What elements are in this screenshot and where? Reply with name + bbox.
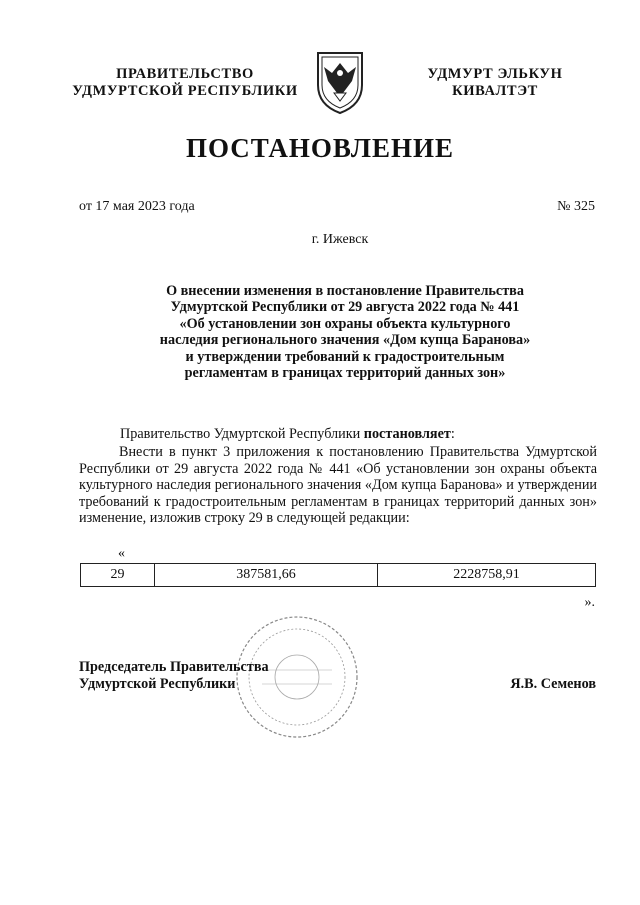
body-paragraph: Внести в пункт 3 приложения к постановлению Правительства Удмуртской Республики от 29 августа 2022 года № 441 «Об установлении зон охраны объекта культурного наследия регионального значения «Дом купца Баранова» и утверждении требований к градостроительным регламентам в границах территорий данных зон» изменение, изложив строку 29 в следующей редакции: bbox=[79, 444, 597, 527]
preamble-tail: : bbox=[450, 426, 455, 442]
preamble-text: Правительство Удмуртской Республики bbox=[120, 426, 364, 442]
document-title: ПОСТАНОВЛЕНИЕ bbox=[185, 133, 455, 163]
coordinates-table bbox=[80, 563, 596, 587]
subject-line: «Об установлении зон охраны объекта культурного bbox=[179, 315, 511, 332]
table-row bbox=[81, 564, 596, 587]
signatory-name: Я.В. Семенов bbox=[510, 676, 596, 692]
coat-of-arms-icon bbox=[310, 47, 370, 117]
document-subject bbox=[100, 283, 590, 381]
open-quote: « bbox=[118, 546, 125, 561]
header-right bbox=[395, 66, 595, 100]
subject-line: О внесении изменения в постановление Правительства bbox=[166, 283, 524, 299]
subject-line: и утверждении требований к градостроительным bbox=[185, 348, 505, 365]
document-number: № 325 bbox=[557, 199, 595, 214]
header-right-line-1: УДМУРТ ЭЛЬКУН bbox=[427, 66, 563, 82]
header-left-line-2: УДМУРТСКОЙ РЕСПУБЛИКИ bbox=[72, 83, 298, 99]
header-right-line-2: КИВАЛТЭТ bbox=[452, 83, 538, 99]
table-cell-point: 29 bbox=[81, 564, 155, 587]
table-cell-x: 387581,66 bbox=[155, 564, 378, 587]
header-left bbox=[60, 66, 310, 100]
header-left-line-1: ПРАВИТЕЛЬСТВО bbox=[116, 66, 254, 82]
signatory-position-line: Председатель Правительства bbox=[79, 659, 269, 675]
preamble-bold: постановляет bbox=[363, 426, 451, 442]
signatory-position-line: Удмуртской Республики bbox=[79, 676, 236, 692]
subject-line: регламентам в границах территорий данных зон» bbox=[184, 365, 506, 382]
close-quote: ». bbox=[584, 595, 595, 610]
signatory-position bbox=[79, 659, 269, 693]
subject-line: наследия регионального значения «Дом купца Баранова» bbox=[159, 332, 531, 349]
document-city: г. Ижевск bbox=[311, 232, 369, 247]
preamble bbox=[120, 426, 455, 443]
document-date: от 17 мая 2023 года bbox=[79, 199, 195, 214]
table-cell-y: 2228758,91 bbox=[378, 564, 596, 587]
subject-line: Удмуртской Республики от 29 августа 2022 года № 441 bbox=[170, 299, 520, 316]
